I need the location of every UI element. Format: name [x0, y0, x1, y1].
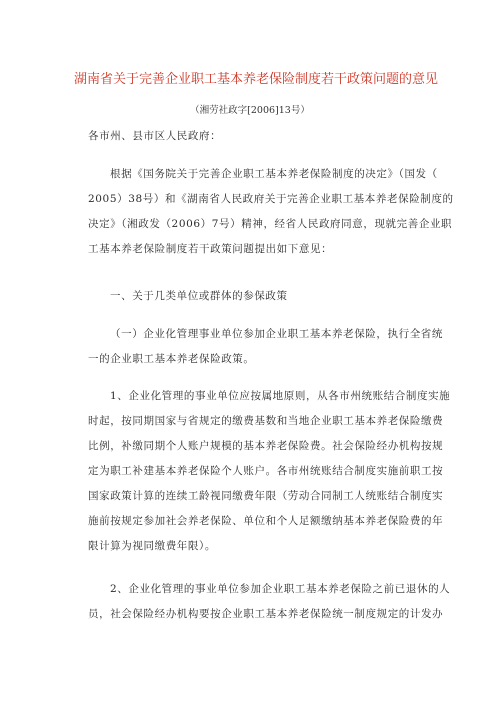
paragraph-4 — [88, 577, 451, 627]
section-heading-1 — [88, 284, 428, 309]
paragraph-line: 限计算为视同缴费年限）。 — [88, 540, 216, 552]
paragraph-line: 根据《国务院关于完善企业职工基本养老保险制度的决定》（国发（ — [110, 168, 438, 180]
paragraph-line: 工基本养老保险制度若干政策问题提出如下意见： — [88, 243, 333, 255]
paragraph-line: 决定》（湘政发（2006）7号）精神，经省人民政府同意，现就完善企业职 — [88, 218, 453, 230]
paragraph-line: 2、企业化管理的事业单位参加企业职工基本养老保险之前已退休的人 — [110, 583, 451, 595]
paragraph-line: 定为职工补建基本养老保险个人账户。各市州统账结合制度实施前职工按 — [88, 465, 444, 477]
salutation — [88, 124, 428, 149]
paragraph-1 — [88, 162, 454, 262]
paragraph-line: 比例，补缴同期个人账户规模的基本养老保险费。社会保险经办机构按规 — [88, 440, 444, 452]
paragraph-line: 时起，按同期国家与省规定的缴费基数和当地企业职工基本养老保险缴费 — [88, 415, 444, 427]
paragraph-line: 施前按规定参加社会养老保险、单位和个人足额缴纳基本养老保险费的年 — [88, 515, 444, 527]
paragraph-line: 1、企业化管理的事业单位应按属地原则，从各市州统账结合制度实施 — [110, 390, 451, 402]
paragraph-line: 2005）38号）和《湖南省人民政府关于完善企业职工基本养老保险制度的 — [88, 193, 454, 205]
salutation-line: 各市州、县市区人民政府： — [88, 130, 222, 142]
document-number: （湘劳社政字[2006]13号） — [190, 105, 310, 116]
section-heading-line: 一、关于几类单位或群体的参保政策 — [110, 290, 288, 302]
paragraph-line: 国家政策计算的连续工龄视同缴费年限（劳动合同制工人统账结合制度实 — [88, 490, 444, 502]
paragraph-3 — [88, 384, 451, 559]
paragraph-line: 一的企业职工基本养老保险政策。 — [88, 353, 255, 365]
document-title: 湖南省关于完善企业职工基本养老保险制度若干政策问题的意见 — [74, 72, 439, 87]
paragraph-line: 员，社会保险经办机构要按企业职工基本养老保险统一制度规定的计发办 — [88, 608, 444, 620]
paragraph-line: （一）企业化管理事业单位参加企业职工基本养老保险，执行全省统 — [110, 328, 443, 340]
paragraph-2 — [88, 322, 443, 372]
